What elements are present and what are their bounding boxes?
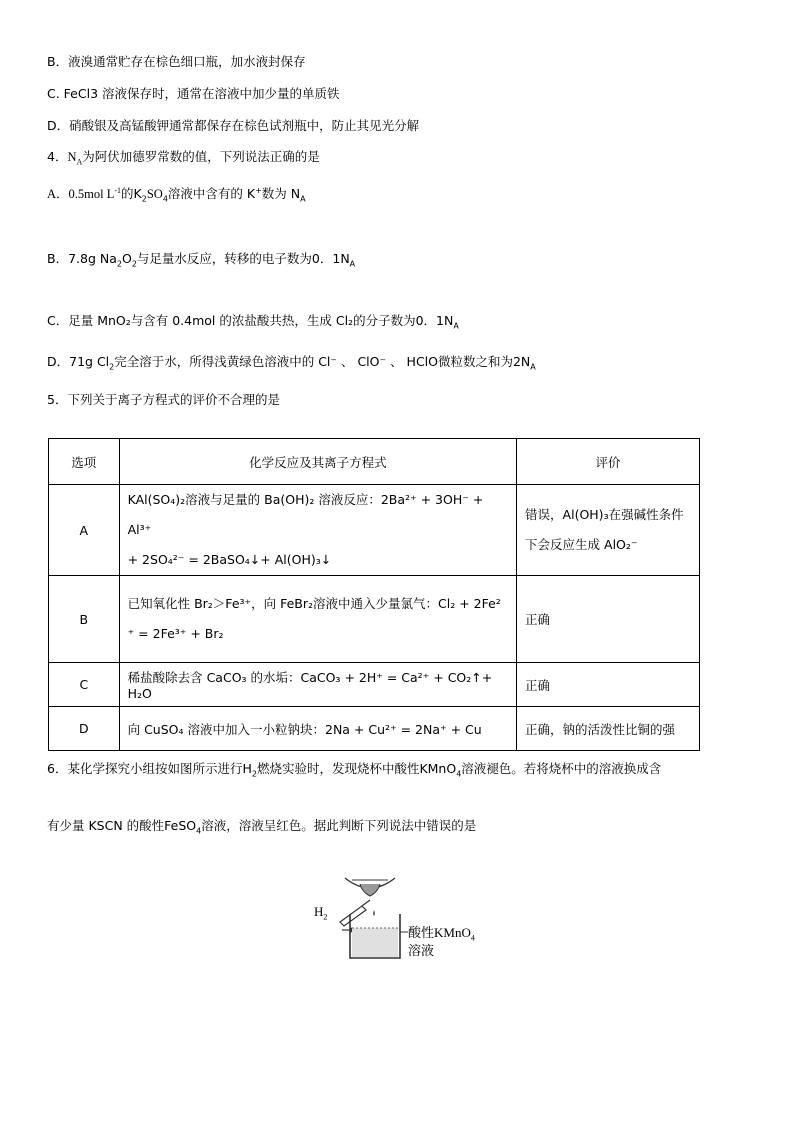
q4b-text: 与足量水反应，转移的电子数为0．1N [136,251,350,266]
q4-option-c [47,312,459,330]
q4d-sub2: A [530,362,536,372]
row-a-eq-line1: KAl(SO₄)₂溶液与足量的 Ba(OH)₂ 溶液反应：2Ba²⁺ + 3OH⁻ + Al³⁺ [127,492,484,537]
row-b-option: B [49,576,120,663]
q4-option-d [47,353,536,371]
question-line-d: D．硝酸银及高锰酸钾通常都保存在棕色试剂瓶中，防止其见光分解 [47,118,420,133]
h2-label-sub: 2 [323,912,328,922]
row-d-equation: 向 CuSO₄ 溶液中加入一小粒钠块：2Na + Cu²⁺ = 2Na⁺ + Cu [119,707,516,751]
row-a-evaluation [517,485,700,576]
row-a-eval-line2: 下会反应生成 AlO₂⁻ [525,537,638,552]
table-row [49,707,700,751]
q4-number: 4． [47,149,68,164]
row-c-option: C [49,663,120,707]
q6-l2-sub: 4 [196,826,202,836]
q4a-mid2: 溶液中含有的 K [167,186,256,201]
q4b-sub2: 2 [131,259,137,269]
q4c-sub: A [453,321,459,331]
h2-label [314,904,327,920]
beaker-label-sub: 4 [470,933,475,943]
table-row [49,576,700,663]
droplet-shape [373,910,375,916]
q4b-sub3: A [349,259,356,269]
q4-text: 为阿伏加德罗常数的值，下列说法正确的是 [82,149,320,164]
q4d-text: 完全溶于水，所得浅黄绿色溶液中的 Cl⁻ 、 ClO⁻ 、 HClO微粒数之和为2N [114,354,531,369]
header-evaluation: 评价 [517,439,700,485]
question-4-stem [47,148,320,166]
q4a-sub3: A [300,194,306,204]
q4b-pre: B．7.8g Na [47,251,117,266]
row-a-eval-line1: 错误，Al(OH)₃在强碱性条件 [525,507,684,522]
row-a-equation [119,485,516,576]
q6-l1-sub2: 4 [456,769,462,779]
apparatus-drawing [300,870,500,970]
question-6-line1 [47,760,661,778]
flame-shape [360,884,380,896]
table-row [49,485,700,576]
beaker-label-line1 [408,922,475,941]
q4-na-sub: A [76,157,83,167]
q6-l1-end: 溶液褪色。若将烧杯中的溶液换成含 [461,761,662,776]
row-b-equation [119,576,516,663]
q4-option-b [47,250,355,268]
row-a-eq-line2: + 2SO₄²⁻ = 2BaSO₄↓+ Al(OH)₃↓ [127,552,332,567]
table-header-row [49,439,700,485]
header-option: 选项 [49,439,120,485]
options-table [48,438,700,751]
q4d-pre: D．71g Cl [47,354,110,369]
question-6-line2 [47,817,476,835]
row-d-option: D [49,707,120,751]
header-equation: 化学反应及其离子方程式 [119,439,516,485]
q6-l2-pre: 有少量 KSCN 的酸性FeSO [47,818,197,833]
q4c-text: C．足量 MnO₂与含有 0.4mol 的浓盐酸共热，生成 Cl₂的分子数为0．1N [47,313,454,328]
q4-option-a [47,185,306,203]
q4a-mid: 的K [121,186,142,201]
row-c-evaluation: 正确 [517,663,700,707]
row-c-equation: 稀盐酸除去含 CaCO₃ 的水垢：CaCO₃ + 2H⁺ = Ca²⁺ + CO₂↑+ H₂O [119,663,516,707]
apparatus-figure [300,870,500,970]
h2-tube [340,906,366,926]
row-b-eq-line2: ⁺ = 2Fe³⁺ + Br₂ [127,626,224,641]
q4a-sub1: 2 [141,194,147,204]
q4a-so: SO [146,187,163,201]
q6-l1-pre: 6．某化学探究小组按如图所示进行H [47,761,252,776]
question-5-stem: 5．下列关于离子方程式的评价不合理的是 [47,392,280,407]
q6-l1-mid: 燃烧实验时，发现烧杯中酸性KMnO [256,761,457,776]
tube-tip [362,900,370,906]
h2-label-text: H [314,904,324,919]
beaker-solution [352,928,398,957]
q6-l2-end: 溶液，溶液呈红色。据此判断下列说法中错误的是 [201,818,477,833]
beaker-label-line2: 溶液 [408,943,435,958]
q4a-sup: -1 [114,185,122,195]
q4a-end: 数为 N [261,186,301,201]
beaker-label-text: 酸性KMnO [408,925,471,940]
question-line-c: C. FeCl3 溶液保存时，通常在溶液中加少量的单质铁 [47,86,340,101]
q4a-pre: A．0.5mol L [47,187,115,201]
question-line-b: B．液溴通常贮存在棕色细口瓶，加水液封保存 [47,54,306,69]
q4b-o: O [121,251,132,266]
q4d-sub: 2 [109,362,115,372]
row-d-evaluation: 正确，钠的活泼性比铜的强 [517,707,700,751]
q6-l1-sub: 2 [251,769,257,779]
q4-na: N [67,150,77,164]
q4a-sup2: + [255,185,262,195]
q4a-sub2: 4 [162,194,168,204]
row-b-eq-line1: 已知氧化性 Br₂＞Fe³⁺，向 FeBr₂溶液中通入少量氯气：Cl₂ + 2Fe² [127,596,501,611]
row-b-evaluation: 正确 [517,576,700,663]
q4b-sub1: 2 [116,259,122,269]
row-a-option: A [49,485,120,576]
table-row [49,663,700,707]
